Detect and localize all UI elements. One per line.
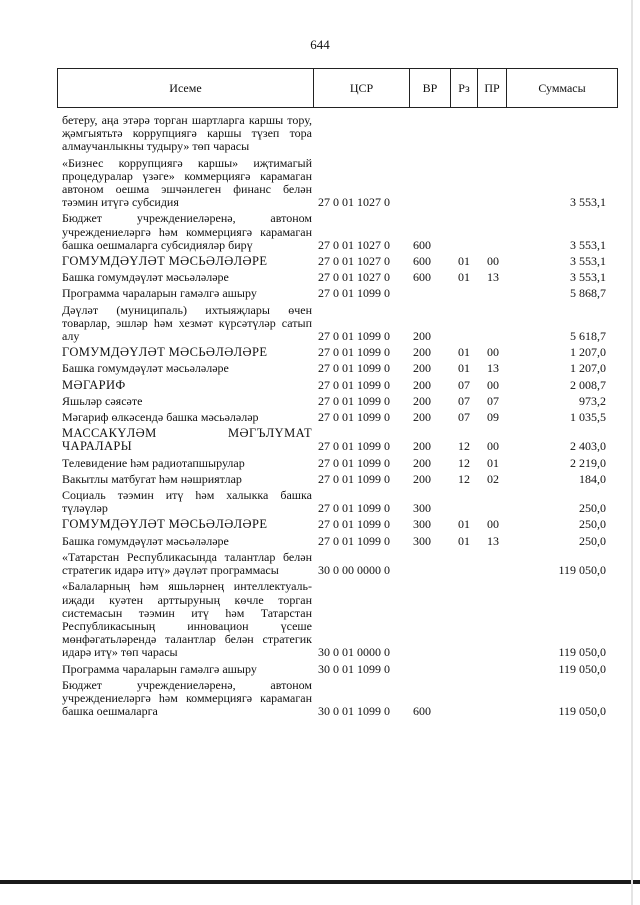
cell-rz: 01 bbox=[458, 517, 470, 532]
cell-vr: 200 bbox=[413, 393, 431, 408]
cell-sum: 973,2 bbox=[579, 393, 606, 408]
cell-sum: 1 207,0 bbox=[570, 361, 606, 376]
cell-csr: 27 0 01 1027 0 bbox=[318, 195, 390, 210]
cell-csr: 27 0 01 1027 0 bbox=[318, 270, 390, 285]
table-row bbox=[62, 255, 606, 268]
cell-csr: 27 0 01 1099 0 bbox=[318, 377, 390, 392]
cell-pr: 07 bbox=[487, 393, 499, 408]
cell-vr: 200 bbox=[413, 345, 431, 360]
table-row bbox=[62, 518, 606, 531]
cell-vr: 200 bbox=[413, 471, 431, 486]
cell-vr: 600 bbox=[413, 704, 431, 719]
cell-csr: 27 0 01 1099 0 bbox=[318, 517, 390, 532]
cell-vr: 300 bbox=[413, 501, 431, 516]
table-row bbox=[62, 346, 606, 359]
cell-vr: 600 bbox=[413, 254, 431, 269]
cell-sum: 3 553,1 bbox=[570, 237, 606, 252]
cell-name: Башка гомумдәүләт мәсьәләләре bbox=[62, 361, 229, 376]
cell-sum: 184,0 bbox=[579, 471, 606, 486]
page-bottom-border bbox=[0, 880, 640, 884]
cell-rz: 01 bbox=[458, 345, 470, 360]
cell-csr: 27 0 01 1099 0 bbox=[318, 439, 390, 454]
table-row bbox=[62, 411, 606, 424]
cell-pr: 00 bbox=[487, 377, 499, 392]
table-row bbox=[62, 287, 606, 300]
cell-name: ГОМУМДӘҮЛӘТ МӘСЬӘЛӘЛӘРЕ bbox=[62, 345, 268, 360]
cell-csr: 27 0 01 1099 0 bbox=[318, 410, 390, 425]
cell-sum: 5 868,7 bbox=[570, 286, 606, 301]
cell-name: Башка гомумдәүләт мәсьәләләре bbox=[62, 533, 229, 548]
cell-sum: 2 008,7 bbox=[570, 377, 606, 392]
cell-name: Программа чараларын гамәлгә ашыру bbox=[62, 286, 257, 301]
cell-sum: 2 403,0 bbox=[570, 439, 606, 454]
cell-sum: 119 050,0 bbox=[558, 563, 606, 578]
cell-sum: 2 219,0 bbox=[570, 455, 606, 470]
cell-csr: 27 0 01 1099 0 bbox=[318, 329, 390, 344]
cell-sum: 250,0 bbox=[579, 533, 606, 548]
cell-pr: 00 bbox=[487, 439, 499, 454]
cell-name: МӘГАРИФ bbox=[62, 377, 126, 392]
cell-pr: 00 bbox=[487, 517, 499, 532]
table-row bbox=[62, 212, 606, 252]
cell-csr: 27 0 01 1027 0 bbox=[318, 254, 390, 269]
cell-name: Мәгариф өлкәсендә башка мәсьәләләр bbox=[62, 410, 259, 425]
cell-pr: 13 bbox=[487, 270, 499, 285]
cell-sum: 3 553,1 bbox=[570, 270, 606, 285]
page-number: 644 bbox=[310, 37, 330, 52]
table-row bbox=[62, 114, 606, 154]
cell-sum: 3 553,1 bbox=[570, 195, 606, 210]
cell-name: бетеру, аңа этәрә торган шартларга каршы тору, җәмгыятьтә коррупциягә каршы түзеп тора алмаучанлыкны тудыру» төп чарасы bbox=[62, 113, 312, 154]
cell-name: «Татарстан Республикасында талантлар белән стратегик идарә итү» дәүләт программасы bbox=[62, 549, 312, 578]
cell-sum: 3 553,1 bbox=[570, 254, 606, 269]
header-name: Исеме bbox=[58, 69, 314, 107]
table-row bbox=[62, 157, 606, 210]
cell-csr: 27 0 01 1099 0 bbox=[318, 501, 390, 516]
table-row bbox=[62, 580, 606, 659]
table-body bbox=[62, 114, 606, 721]
cell-name: МАССАКҮЛӘМ МӘГЪЛҮМАТ ЧАРАЛАРЫ bbox=[62, 426, 312, 454]
cell-csr: 30 0 01 0000 0 bbox=[318, 645, 390, 660]
header-csr: ЦСР bbox=[314, 69, 410, 107]
cell-pr: 13 bbox=[487, 533, 499, 548]
cell-csr: 27 0 01 1099 0 bbox=[318, 533, 390, 548]
cell-csr: 27 0 01 1099 0 bbox=[318, 286, 390, 301]
cell-sum: 119 050,0 bbox=[558, 661, 606, 676]
table-row bbox=[62, 663, 606, 676]
cell-vr: 200 bbox=[413, 329, 431, 344]
cell-pr: 13 bbox=[487, 361, 499, 376]
cell-name: Бюджет учреждениеләренә, автоном учреждениеләргә һәм коммерциягә карамаган башка оешмаларга субсидияләр бирү bbox=[62, 211, 312, 252]
cell-name: Телевидение һәм радиотапшырулар bbox=[62, 455, 245, 470]
table-row bbox=[62, 551, 606, 577]
table-row bbox=[62, 473, 606, 486]
cell-csr: 27 0 01 1027 0 bbox=[318, 237, 390, 252]
cell-csr: 27 0 01 1099 0 bbox=[318, 361, 390, 376]
cell-vr: 200 bbox=[413, 439, 431, 454]
cell-vr: 200 bbox=[413, 410, 431, 425]
table-row bbox=[62, 362, 606, 375]
cell-vr: 300 bbox=[413, 517, 431, 532]
cell-pr: 01 bbox=[487, 455, 499, 470]
table-row bbox=[62, 271, 606, 284]
cell-sum: 250,0 bbox=[579, 517, 606, 532]
cell-csr: 30 0 00 0000 0 bbox=[318, 563, 390, 578]
page-right-edge bbox=[631, 0, 633, 905]
cell-name: Социаль тәэмин итү һәм халыкка башка түләүләр bbox=[62, 488, 312, 516]
cell-csr: 30 0 01 1099 0 bbox=[318, 661, 390, 676]
table-row bbox=[62, 379, 606, 392]
cell-name: «Бизнес коррупциягә каршы» иҗтимагый процедуралар үзәге» коммерциягә карамаган автоном оешма эшчәнлеген финанс белән тәэмин итүгә субсидия bbox=[62, 155, 312, 210]
header-vr: ВР bbox=[410, 69, 451, 107]
cell-rz: 01 bbox=[458, 361, 470, 376]
table-row bbox=[62, 395, 606, 408]
cell-sum: 1 207,0 bbox=[570, 345, 606, 360]
cell-csr: 27 0 01 1099 0 bbox=[318, 393, 390, 408]
cell-sum: 250,0 bbox=[579, 501, 606, 516]
cell-vr: 600 bbox=[413, 270, 431, 285]
cell-rz: 01 bbox=[458, 533, 470, 548]
cell-pr: 00 bbox=[487, 254, 499, 269]
cell-rz: 12 bbox=[458, 471, 470, 486]
table-row bbox=[62, 427, 606, 453]
cell-rz: 07 bbox=[458, 393, 470, 408]
header-pr: ПР bbox=[478, 69, 507, 107]
header-rz: Рз bbox=[451, 69, 478, 107]
cell-pr: 09 bbox=[487, 410, 499, 425]
cell-csr: 27 0 01 1099 0 bbox=[318, 345, 390, 360]
cell-name: Дәүләт (муниципаль) ихтыяҗлары өчен товарлар, эшләр һәм хезмәт күрсәтүләр сатып алу bbox=[62, 302, 312, 344]
cell-name: Бюджет учреждениеләренә, автоном учреждениеләргә һәм коммерциягә карамаган башка оешмаларга bbox=[62, 677, 312, 719]
cell-csr: 30 0 01 1099 0 bbox=[318, 704, 390, 719]
table-row bbox=[62, 457, 606, 470]
cell-rz: 12 bbox=[458, 439, 470, 454]
cell-name: ГОМУМДӘҮЛӘТ МӘСЬӘЛӘЛӘРЕ bbox=[62, 254, 268, 269]
cell-rz: 12 bbox=[458, 455, 470, 470]
cell-vr: 600 bbox=[413, 237, 431, 252]
table-row bbox=[62, 679, 606, 719]
table-row bbox=[62, 535, 606, 548]
cell-rz: 01 bbox=[458, 254, 470, 269]
cell-csr: 27 0 01 1099 0 bbox=[318, 471, 390, 486]
table-row bbox=[62, 489, 606, 515]
cell-pr: 02 bbox=[487, 471, 499, 486]
cell-vr: 300 bbox=[413, 533, 431, 548]
cell-vr: 200 bbox=[413, 377, 431, 392]
cell-name: Вакытлы матбугат һәм нәшриятлар bbox=[62, 471, 242, 486]
cell-name: Яшьләр сәясәте bbox=[62, 393, 143, 408]
cell-vr: 200 bbox=[413, 455, 431, 470]
cell-rz: 07 bbox=[458, 410, 470, 425]
cell-pr: 00 bbox=[487, 345, 499, 360]
cell-name: ГОМУМДӘҮЛӘТ МӘСЬӘЛӘЛӘРЕ bbox=[62, 517, 268, 532]
cell-sum: 1 035,5 bbox=[570, 410, 606, 425]
cell-rz: 01 bbox=[458, 270, 470, 285]
cell-rz: 07 bbox=[458, 377, 470, 392]
cell-sum: 119 050,0 bbox=[558, 704, 606, 719]
cell-sum: 5 618,7 bbox=[570, 329, 606, 344]
header-sum: Суммасы bbox=[538, 80, 586, 95]
cell-vr: 200 bbox=[413, 361, 431, 376]
cell-name: «Балаларның һәм яшьләрнең интеллектуаль-иҗади куәтен арттыруның көчле торган системасын тәэмин итү һәм Татарстан Республикасының инновацион үсеше мөнфәгатьләрендә талантлар белән стратегик идарә итү» төп чарасы bbox=[62, 579, 312, 660]
table-row bbox=[62, 304, 606, 344]
table-header bbox=[57, 68, 618, 108]
cell-name: Программа чараларын гамәлгә ашыру bbox=[62, 661, 257, 676]
cell-sum: 119 050,0 bbox=[558, 645, 606, 660]
cell-csr: 27 0 01 1099 0 bbox=[318, 455, 390, 470]
cell-name: Башка гомумдәүләт мәсьәләләре bbox=[62, 270, 229, 285]
